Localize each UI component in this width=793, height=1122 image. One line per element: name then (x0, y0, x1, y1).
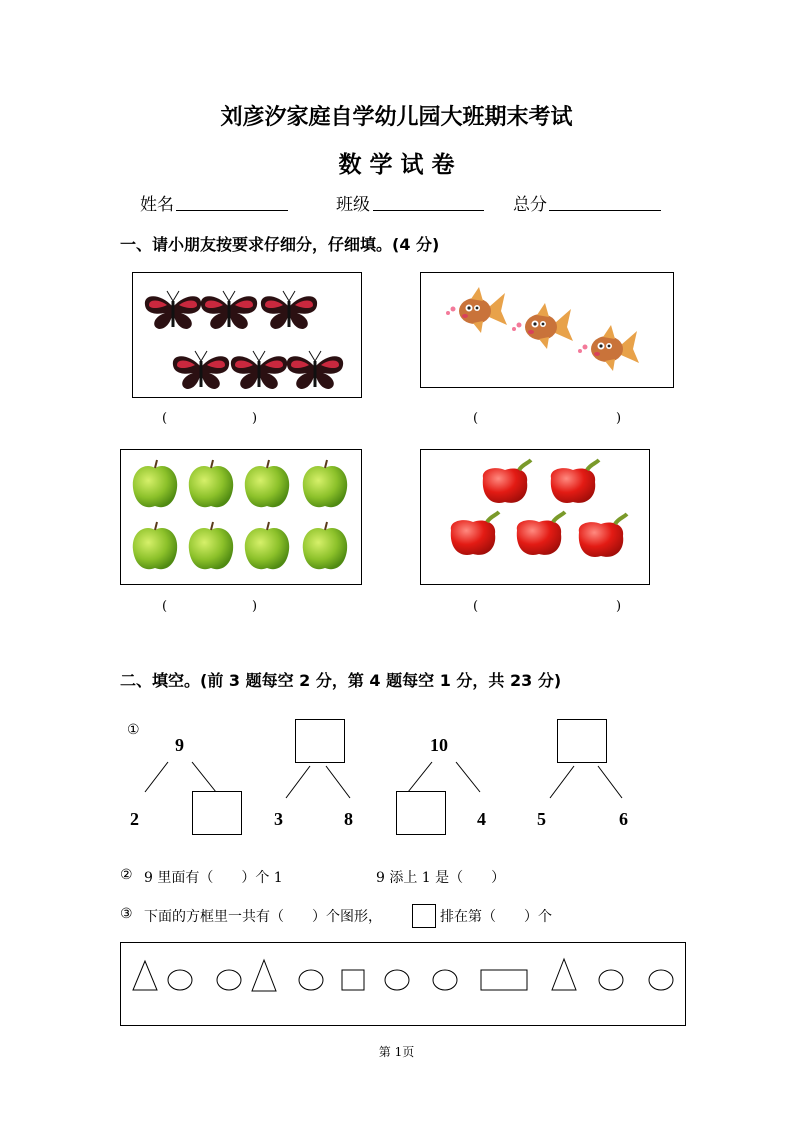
tree-2-right: 8 (344, 809, 353, 829)
triangle-shape (552, 959, 576, 990)
tree-3-left-box[interactable] (396, 791, 446, 835)
square-shape (342, 970, 364, 990)
tree-branch (192, 762, 216, 792)
q3-marker: ③ (120, 906, 133, 922)
circle-shape (299, 970, 323, 990)
page-number: 第 1页 (378, 1045, 415, 1059)
section-1-heading: 一、请小朋友按要求仔细分，仔细填。(4 分) (120, 235, 440, 254)
school-title: 刘彦汐家庭自学幼儿园大班期末考试 (220, 105, 573, 130)
circle-shape (217, 970, 241, 990)
q2-part-b: 9 添上 1 是（ ） (376, 870, 506, 886)
tree-branch (326, 766, 350, 798)
tree-4-right: 6 (619, 809, 628, 829)
tree-branch (286, 766, 310, 798)
section-2-heading: 二、填空。(前 3 题每空 2 分，第 4 题每空 1 分，共 23 分) (120, 671, 562, 690)
rectangle-shape (481, 970, 527, 990)
tree-branch (598, 766, 622, 798)
circle-shape (385, 970, 409, 990)
circle-shape (599, 970, 623, 990)
class-label: 班级 (336, 195, 370, 215)
paper-title: 数 学 试 卷 (338, 152, 455, 178)
tree-branch (456, 762, 480, 792)
tree-branch (550, 766, 574, 798)
answer-paren-close: ) (616, 599, 622, 614)
tree-branch (408, 762, 432, 792)
tree-1-top: 9 (175, 735, 184, 755)
circle-shape (433, 970, 457, 990)
tree-branch (145, 762, 168, 792)
answer-paren-close: ) (252, 599, 258, 614)
tree-1-right-box[interactable] (192, 791, 242, 835)
triangle-shape (133, 961, 157, 990)
answer-paren-open: ( (473, 599, 479, 614)
q3-text-before: 下面的方框里一共有（ ）个图形， (144, 909, 382, 925)
answer-paren-close: ) (616, 411, 622, 426)
triangle-shape (252, 960, 276, 991)
shapes-box (120, 942, 686, 1026)
answer-paren-open: ( (162, 411, 168, 426)
q2-marker: ② (120, 867, 133, 883)
score-label: 总分 (513, 195, 547, 215)
name-label: 姓名 (140, 195, 174, 215)
answer-paren-close: ) (252, 411, 258, 426)
circle-shape (649, 970, 673, 990)
q2-part-a: 9 里面有（ ）个 1 (144, 870, 283, 886)
shape-sequence (121, 943, 685, 1025)
tree-2-left: 3 (274, 809, 283, 829)
tree-4-top-box[interactable] (557, 719, 607, 763)
tree-4-left: 5 (537, 809, 546, 829)
tree-3-right: 4 (477, 809, 486, 829)
circle-shape (168, 970, 192, 990)
tree-3-top: 10 (430, 735, 448, 755)
square-reference-icon (412, 904, 436, 928)
answer-paren-open: ( (162, 599, 168, 614)
q3-text-after: 排在第（ ）个 (440, 909, 552, 925)
tree-1-left: 2 (130, 809, 139, 829)
answer-paren-open: ( (473, 411, 479, 426)
tree-2-top-box[interactable] (295, 719, 345, 763)
q1-marker: ① (127, 722, 140, 738)
